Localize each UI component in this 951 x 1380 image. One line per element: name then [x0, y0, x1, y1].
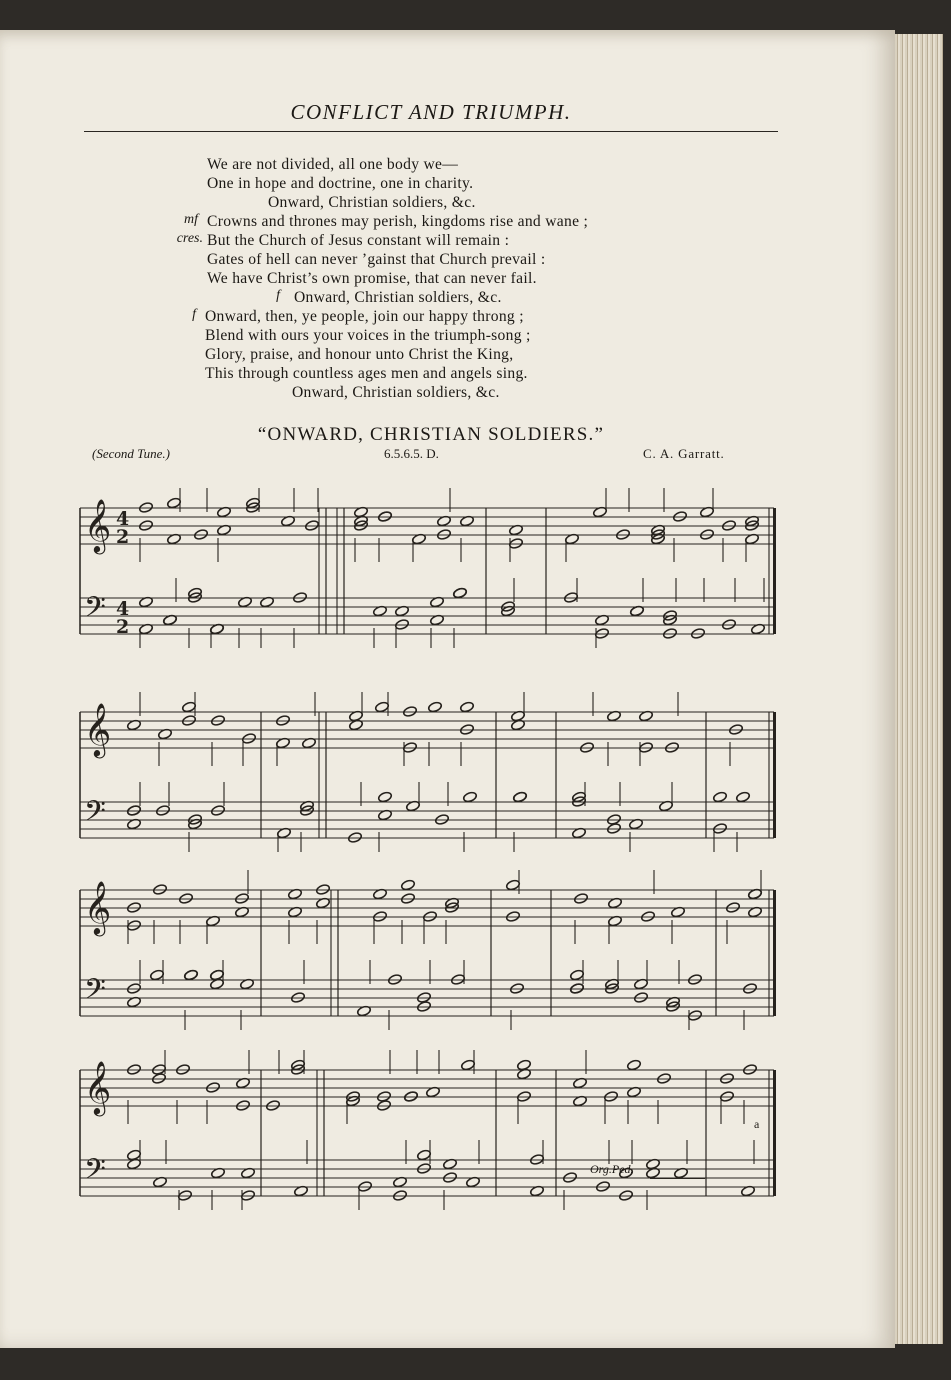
note-head [393, 1190, 408, 1202]
note-head [403, 706, 418, 718]
note-head [720, 1091, 735, 1103]
verse-line: We have Christ’s own promise, that can never fail. [207, 270, 537, 287]
verse-line: We are not divided, all one body we— [207, 156, 459, 173]
note-head [236, 1100, 251, 1112]
note-head [178, 1190, 193, 1202]
verse-line: Glory, praise, and honour unto Christ the King, [205, 346, 514, 363]
time-signature-top: 4 [116, 598, 130, 620]
note-head [506, 879, 521, 891]
dynamic-mark: f [276, 288, 280, 303]
note-head [152, 1064, 167, 1076]
note-head [510, 983, 525, 995]
note-head [513, 791, 528, 803]
time-signature-bottom: 2 [116, 526, 130, 548]
note-head [604, 1091, 619, 1103]
note-head [127, 1064, 142, 1076]
note-head [401, 893, 416, 905]
note-head [348, 832, 363, 844]
note-head [176, 1064, 191, 1076]
note-head [463, 791, 478, 803]
note-head [139, 502, 154, 514]
note-head [242, 733, 257, 745]
treble-clef: 𝄞 [84, 880, 112, 934]
note-head [722, 619, 737, 631]
page-edges [895, 34, 943, 1344]
note-head [688, 1010, 703, 1022]
note-head [417, 1001, 432, 1013]
note-head [373, 911, 388, 923]
time-signature-top: 4 [116, 508, 130, 530]
note-head [293, 592, 308, 604]
note-head [713, 823, 728, 835]
footnote-marker: a [754, 1117, 760, 1131]
pedal-line [650, 1178, 705, 1179]
note-head [713, 791, 728, 803]
note-head [570, 969, 585, 981]
note-head [595, 628, 610, 640]
verse-line: Crowns and thrones may perish, kingdoms rise and wane ; [207, 213, 589, 230]
note-head [182, 715, 197, 727]
note-head [241, 1190, 256, 1202]
note-head [139, 520, 154, 532]
note-head [627, 1059, 642, 1071]
note-head [184, 969, 199, 981]
dynamic-mark: mf [184, 212, 198, 227]
note-head [639, 742, 654, 754]
note-head [641, 911, 656, 923]
verse-line: Onward, Christian soldiers, &c. [294, 289, 502, 306]
note-head [156, 805, 171, 817]
verse-line: One in hope and doctrine, one in charity. [207, 175, 474, 192]
note-head [726, 902, 741, 914]
note-head [663, 628, 678, 640]
tune-meter: 6.5.6.5. D. [384, 446, 439, 461]
verse-line: Gates of hell can never ’gainst that Church prevail : [207, 251, 546, 268]
note-head [530, 1154, 545, 1166]
note-head [423, 911, 438, 923]
note-head [316, 884, 331, 896]
note-head [443, 1172, 458, 1184]
note-head [616, 529, 631, 541]
note-head [607, 814, 622, 826]
score-system [76, 468, 776, 648]
note-head [720, 1073, 735, 1085]
note-head [451, 974, 466, 986]
note-head [378, 791, 393, 803]
note-head [194, 529, 209, 541]
treble-clef: 𝄞 [84, 498, 112, 552]
note-head [417, 1163, 432, 1175]
note-head [729, 724, 744, 736]
note-head [437, 529, 452, 541]
note-head [574, 893, 589, 905]
note-head [453, 587, 468, 599]
treble-clef: 𝄞 [84, 1060, 112, 1114]
pedal-marking: Org.Ped. [590, 1162, 634, 1176]
verse-line: Onward, then, ye people, join our happy throng ; [205, 308, 524, 325]
tune-label: (Second Tune.) [92, 446, 170, 461]
note-head [153, 884, 168, 896]
verse-line: But the Church of Jesus constant will remain : [207, 232, 510, 249]
note-head [460, 724, 475, 736]
music-system-3 [76, 850, 776, 1030]
note-head [305, 520, 320, 532]
note-head [182, 701, 197, 713]
note-head [179, 893, 194, 905]
note-head [743, 983, 758, 995]
note-head [596, 1181, 611, 1193]
time-signature-bottom: 2 [116, 616, 130, 638]
tune-composer: C. A. Garratt. [643, 446, 725, 461]
note-head [700, 529, 715, 541]
verse-line: Onward, Christian soldiers, &c. [292, 384, 500, 401]
bass-clef: 𝄢 [84, 795, 106, 835]
note-head [211, 805, 226, 817]
treble-clef: 𝄞 [84, 702, 112, 756]
verse-line: Blend with ours your voices in the triumph-song ; [205, 327, 531, 344]
note-head [506, 911, 521, 923]
note-head [127, 983, 142, 995]
note-head [722, 520, 737, 532]
note-head [127, 805, 142, 817]
music-system-4 [76, 1030, 776, 1210]
verse-line: Onward, Christian soldiers, &c. [268, 194, 476, 211]
note-head [377, 1100, 392, 1112]
note-head [570, 983, 585, 995]
note-head [150, 969, 165, 981]
bass-clef: 𝄢 [84, 1153, 106, 1193]
note-head [517, 1091, 532, 1103]
note-head [657, 1073, 672, 1085]
note-head [404, 1091, 419, 1103]
note-head [378, 511, 393, 523]
bass-clef: 𝄢 [84, 591, 106, 631]
note-head [401, 879, 416, 891]
note-head [580, 742, 595, 754]
note-head [619, 1190, 634, 1202]
note-head [388, 974, 403, 986]
dynamic-mark: cres. [176, 231, 203, 246]
music-system-2 [76, 672, 776, 852]
note-head [673, 511, 688, 523]
page-header: CONFLICT AND TRIUMPH. [290, 100, 572, 124]
header-rule [84, 131, 778, 132]
note-head [634, 992, 649, 1004]
bass-clef: 𝄢 [84, 973, 106, 1013]
note-head [395, 619, 410, 631]
score-system [76, 850, 776, 1030]
note-head [564, 592, 579, 604]
note-head [211, 715, 226, 727]
note-head [417, 1149, 432, 1161]
note-head [688, 974, 703, 986]
note-head [736, 791, 751, 803]
music-system-1 [76, 468, 776, 648]
note-head [509, 538, 524, 550]
note-head [167, 497, 182, 509]
note-head [435, 814, 450, 826]
note-head [206, 1082, 221, 1094]
note-head [563, 1172, 578, 1184]
note-head [460, 701, 475, 713]
note-head [428, 701, 443, 713]
verse-line: This through countless ages men and angels sing. [205, 365, 528, 382]
note-head [235, 893, 250, 905]
dynamic-mark: f [192, 307, 196, 322]
note-head [127, 902, 142, 914]
score-system [76, 672, 776, 852]
note-head [461, 1059, 476, 1071]
tune-title: “ONWARD, CHRISTIAN SOLDIERS.” [257, 424, 605, 445]
note-head [691, 628, 706, 640]
note-head [743, 1064, 758, 1076]
note-head [375, 701, 390, 713]
note-head [665, 742, 680, 754]
score-system [76, 1030, 776, 1210]
note-head [127, 920, 142, 932]
note-head [276, 715, 291, 727]
note-head [266, 1100, 281, 1112]
note-head [358, 1181, 373, 1193]
note-head [403, 742, 418, 754]
note-head [291, 992, 306, 1004]
